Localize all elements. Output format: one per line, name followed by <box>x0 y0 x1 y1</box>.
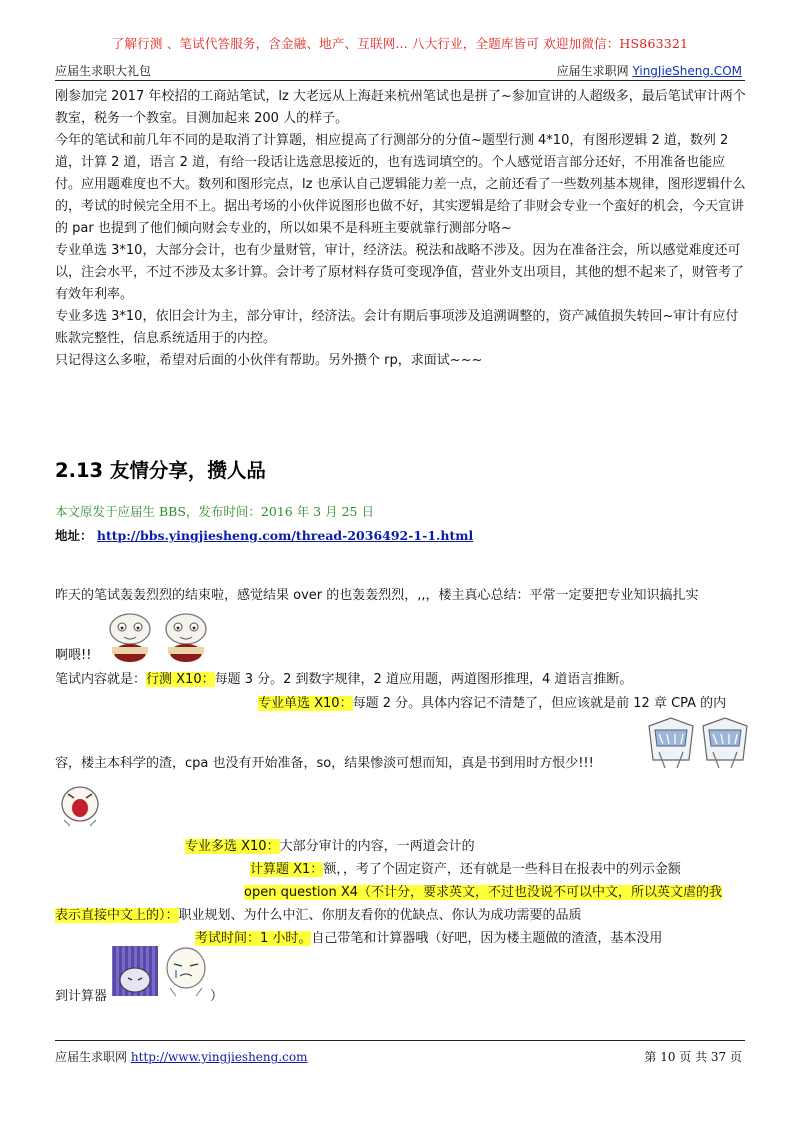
highlight-open-question: open question X4（不计分，要求英文，不过也没说不可以中文，所以英文虐的我 <box>244 885 723 900</box>
address-label: 地址： <box>55 528 93 543</box>
crying-face-icon <box>649 718 693 768</box>
weeping-face-icon <box>167 948 205 996</box>
post-line-3 <box>55 668 632 687</box>
post-line-5: 容，楼主本科学的渣，cpa 也没有开始准备，so，结果惨淡可想而知，真是书到用时方恨少!!! <box>55 756 594 771</box>
post-line-10-text: 自己带笔和计算器哦（好吧，因为楼主题做的渣渣，基本没用 <box>311 931 663 946</box>
intro-paragraph-4: 专业多选 3*10，依旧会计为主，部分审计，经济法。会计有期后事项涉及追溯调整的，资产减值损失转回~审计有应付账款完整性，信息系统适用于的内控。 <box>55 309 739 346</box>
post-line-10 <box>195 927 662 946</box>
footer-site-label: 应届生求职网 <box>55 1050 128 1064</box>
intro-paragraph-5: 只记得这么多啦，希望对后面的小伙伴有帮助。另外攒个 rp，求面试~~~ <box>55 353 483 368</box>
cartoon-emoticon-pair-icon <box>100 607 220 663</box>
post-line-11-suffix: ） <box>210 989 224 1004</box>
post-line-6 <box>185 835 475 854</box>
post-line-3-prefix: 笔试内容就是： <box>55 672 147 687</box>
intro-paragraph-1: 刚参加完 2017 年校招的工商站笔试，lz 大老远从上海赶来杭州笔试也是拼了~参加宣讲的人超级多，最后笔试审计两个教室，税务一个教室。目测加起来 200 人的样子。 <box>55 89 746 126</box>
post-line-9 <box>55 904 582 923</box>
header-site-link[interactable]: YingJieSheng.COM <box>632 64 742 78</box>
footer-site-link[interactable]: http://www.yingjiesheng.com <box>130 1050 308 1064</box>
post-line-7-text: 额，，考了个固定资产，还有就是一些科目在报表中的列示金额 <box>323 862 681 877</box>
post-line-6-text: 大部分审计的内容，一两道会计的 <box>279 839 475 854</box>
post-line-7 <box>250 858 681 877</box>
section-title: 2.13 友情分享，攒人品 <box>55 459 266 482</box>
emoticon-face-icon <box>166 614 206 662</box>
page-number: 第 10 页 共 37 页 <box>644 1050 742 1064</box>
highlight-xingce: 行测 X10： <box>146 672 215 687</box>
footer-site <box>55 1048 307 1065</box>
emoticon-face-icon <box>110 614 150 662</box>
intro-paragraph-3: 专业单选 3*10，大部分会计，也有少量财管，审计，经济法。税法和战略不涉及。因为在准备注会，所以感觉难度还可以，注会水平，不过不涉及太多计算。会计考了原材料存货可变现净值，营业外支出项目，其他的想不起来了，财管考了有效年利率。 <box>55 243 745 302</box>
header-divider <box>55 80 745 81</box>
shouting-emoticon-icon <box>58 780 104 830</box>
footer-divider <box>55 1040 745 1041</box>
gloomy-face-icon <box>112 946 158 996</box>
post-line-1: 昨天的笔试轰轰烈烈的结束啦，感觉结果 over 的也轰轰烈烈，,,，楼主真心总结：平常一定要把专业知识搞扎实 <box>55 588 699 603</box>
post-line-4-text: 每题 2 分。具体内容记不清楚了，但应该就是前 12 章 CPA 的内 <box>352 696 727 711</box>
header-site-label: 应届生求职网 <box>556 64 629 78</box>
sad-emoticon-pair-icon <box>110 944 210 1000</box>
address-line <box>55 526 473 544</box>
crying-face-icon <box>703 718 747 768</box>
post-line-3-text: 每题 3 分。2 到数字规律，2 道应用题，两道图形推理，4 道语言推断。 <box>214 672 633 687</box>
post-line-2: 啊喂!! <box>55 648 92 663</box>
header-title: 应届生求职大礼包 <box>55 64 152 78</box>
header-site <box>557 62 742 79</box>
promo-banner: 了解行测 、笔试代答服务，含金融、地产、互联网... 八大行业，全题库皆可 欢迎加微信：HS863321 <box>111 36 689 51</box>
post-line-11-prefix: 到计算器 <box>55 989 108 1004</box>
post-line-4 <box>258 692 726 711</box>
address-link[interactable]: http://bbs.yingjiesheng.com/thread-2036492-1-1.html <box>96 528 474 543</box>
post-line-9-text: 职业规划、为什么中汇、你朋友看你的优缺点、你认为成功需要的品质 <box>178 908 582 923</box>
intro-paragraph-2: 今年的笔试和前几年不同的是取消了计算题，相应提高了行测部分的分值~题型行测 4*10，有图形逻辑 2 道，数列 2 道，计算 2 道，语言 2 道，有给一段话让选意思接近的，也有选词填空的。个人感觉语言部分还好，不用准备也能应付。应用题难度也不大。数列和图形完点，lz 也承认自己逻辑能力差一点，之前还看了一些数列基本规律，图形逻辑什么的，考试的时候完全用不上。据出考场的小伙伴说图形也做不好，其实逻辑是给了非财会专业一个蛮好的机会，今天宣讲的 par 也提到了他们倾向财会专业的，所以如果不是科班主要就靠行测部分咯~ <box>55 133 746 236</box>
highlight-single-choice: 专业单选 X10： <box>258 696 353 711</box>
crying-emoticon-pair-icon <box>645 716 750 772</box>
post-line-8 <box>244 881 722 900</box>
highlight-calculation: 计算题 X1： <box>250 862 324 877</box>
highlight-exam-time: 考试时间：1 小时。 <box>195 931 312 946</box>
highlight-multi-choice: 专业多选 X10： <box>185 839 280 854</box>
highlight-open-question-cont: 表示直接中文上的）： <box>55 908 179 923</box>
source-note: 本文原发于应届生 BBS，发布时间：2016 年 3 月 25 日 <box>55 504 374 519</box>
